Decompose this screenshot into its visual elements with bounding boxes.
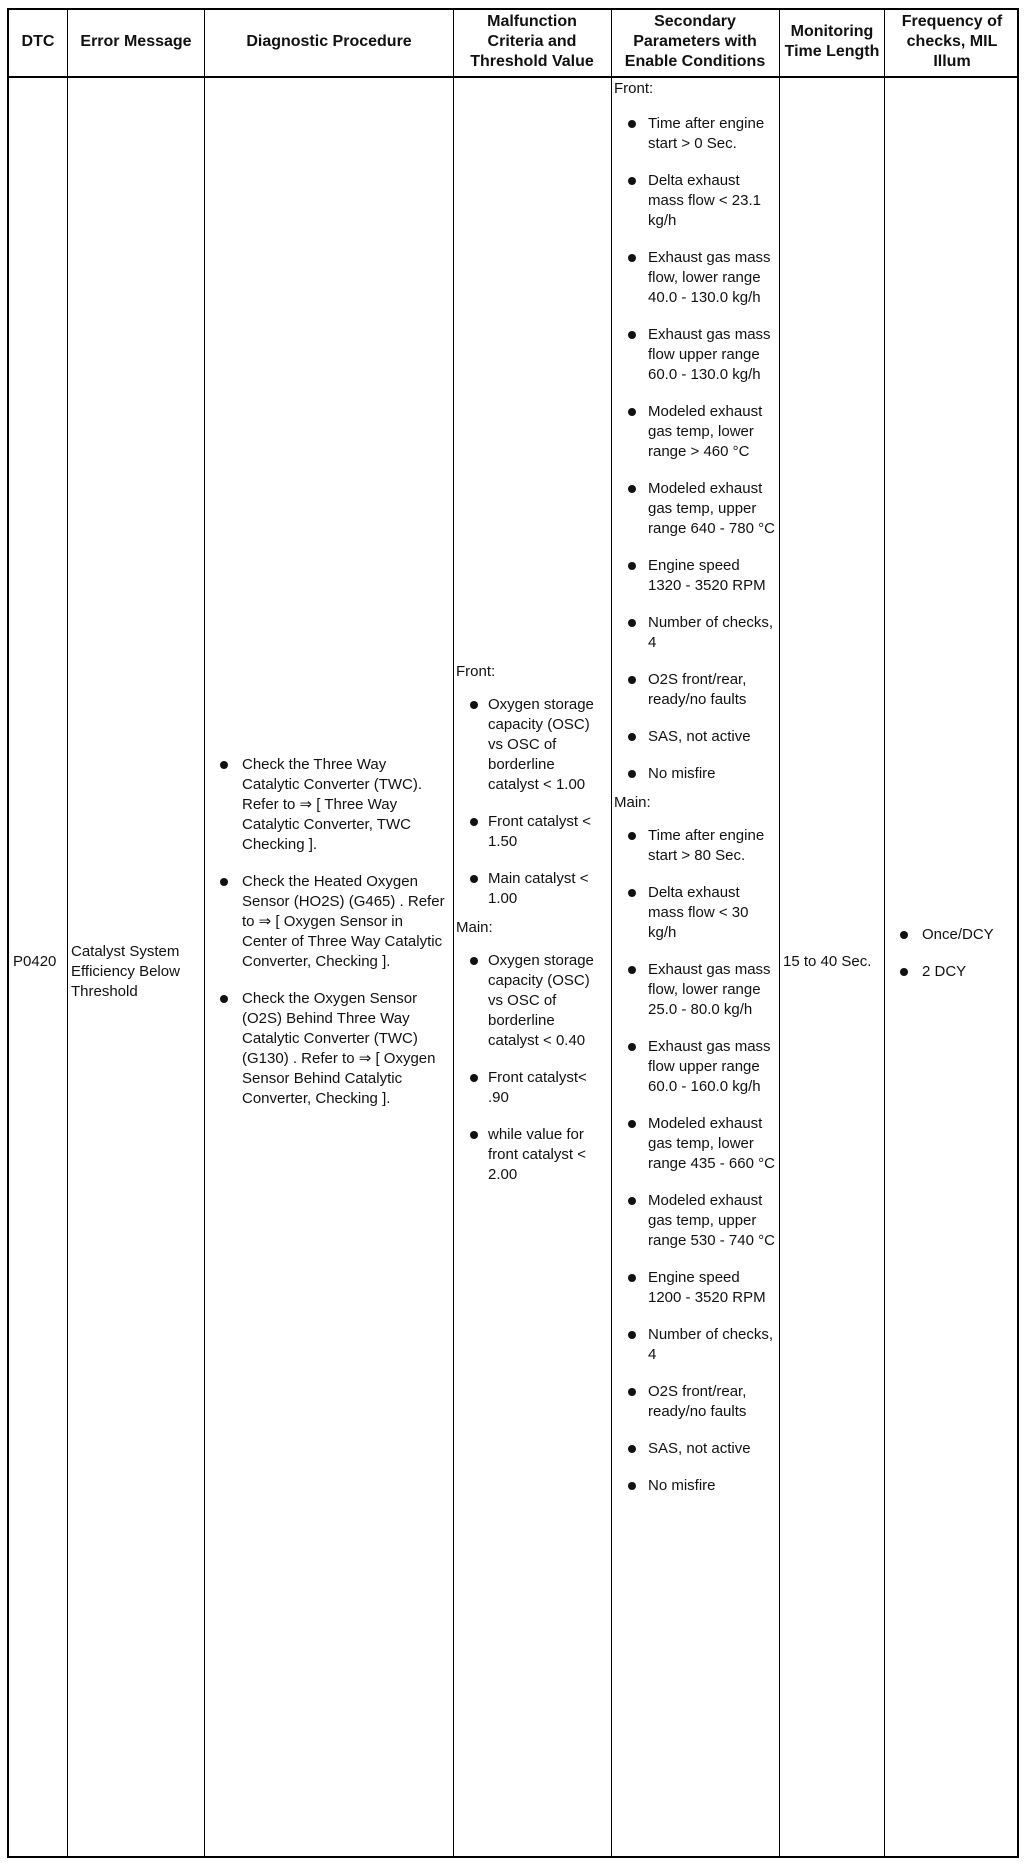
list-item: Once/DCY	[886, 925, 1016, 945]
list-item: Engine speed 1200 - 3520 RPM	[614, 1268, 776, 1308]
secondary-front-list	[614, 114, 776, 784]
header-frequency: Frequency of checks, MIL Illum	[901, 13, 1003, 70]
secondary-main-list	[614, 826, 776, 1496]
list-item: No misfire	[614, 764, 776, 784]
list-item: Modeled exhaust gas temp, lower range 435 - 660 °C	[614, 1114, 776, 1174]
list-item: Time after engine start > 0 Sec.	[614, 114, 776, 154]
column-divider	[453, 8, 454, 1858]
list-item: Delta exhaust mass flow < 30 kg/h	[614, 883, 776, 943]
front-label: Front:	[456, 663, 496, 680]
main-label: Main:	[614, 794, 651, 811]
front-label: Front:	[614, 80, 654, 97]
list-item: Exhaust gas mass flow, lower range 40.0 - 130.0 kg/h	[614, 248, 776, 308]
list-item: SAS, not active	[614, 1439, 776, 1459]
error-message: Catalyst System Efficiency Below Threshold	[71, 943, 180, 1000]
list-item: Number of checks, 4	[614, 613, 776, 653]
list-item: Check the Three Way Catalytic Converter (TWC). Refer to ⇒ [ Three Way Catalytic Converter, TWC Checking ].	[206, 755, 446, 855]
list-item: Front catalyst < 1.50	[456, 812, 608, 852]
list-item: Time after engine start > 80 Sec.	[614, 826, 776, 866]
frequency-checks	[886, 925, 1016, 999]
list-item: Check the Heated Oxygen Sensor (HO2S) (G465) . Refer to ⇒ [ Oxygen Sensor in Center of Three Way Catalytic Converter, Checking ].	[206, 872, 446, 972]
list-item: Front catalyst< .90	[456, 1068, 608, 1108]
list-item: Delta exhaust mass flow < 23.1 kg/h	[614, 171, 776, 231]
list-item: Check the Oxygen Sensor (O2S) Behind Three Way Catalytic Converter (TWC) (G130) . Refer to ⇒ [ Oxygen Sensor Behind Catalytic Converter, Checking ].	[206, 989, 446, 1109]
column-divider	[67, 8, 68, 1858]
header-error-message: Error Message	[80, 33, 192, 50]
list-item: while value for front catalyst < 2.00	[456, 1125, 608, 1185]
list-item: 2 DCY	[886, 962, 1016, 982]
list-item: Engine speed 1320 - 3520 RPM	[614, 556, 776, 596]
header-diagnostic-procedure: Diagnostic Procedure	[246, 33, 412, 50]
main-label: Main:	[456, 919, 493, 936]
header-secondary-parameters: Secondary Parameters with Enable Conditions	[624, 13, 766, 70]
list-item: Exhaust gas mass flow, lower range 25.0 - 80.0 kg/h	[614, 960, 776, 1020]
malfunction-front-list	[456, 695, 608, 909]
header-monitoring-time: Monitoring Time Length	[784, 23, 880, 60]
list-item: Number of checks, 4	[614, 1325, 776, 1365]
list-item: Exhaust gas mass flow upper range 60.0 - 160.0 kg/h	[614, 1037, 776, 1097]
list-item: Exhaust gas mass flow upper range 60.0 - 130.0 kg/h	[614, 325, 776, 385]
column-divider	[204, 8, 205, 1858]
list-item: Modeled exhaust gas temp, lower range > 460 °C	[614, 402, 776, 462]
monitoring-time: 15 to 40 Sec.	[783, 953, 872, 970]
list-item: Modeled exhaust gas temp, upper range 530 - 740 °C	[614, 1191, 776, 1251]
list-item: Main catalyst < 1.00	[456, 869, 608, 909]
diagnostic-procedure	[206, 755, 446, 1126]
dtc-code: P0420	[13, 953, 57, 970]
list-item: O2S front/rear, ready/no faults	[614, 670, 776, 710]
list-item: SAS, not active	[614, 727, 776, 747]
header-malfunction-criteria: Malfunction Criteria and Threshold Value	[470, 13, 594, 70]
malfunction-criteria	[456, 662, 608, 1202]
list-item: Modeled exhaust gas temp, upper range 640 - 780 °C	[614, 479, 776, 539]
list-item: No misfire	[614, 1476, 776, 1496]
diagnostic-steps-list	[206, 755, 446, 1109]
malfunction-main-list	[456, 951, 608, 1185]
list-item: Oxygen storage capacity (OSC) vs OSC of borderline catalyst < 1.00	[456, 695, 608, 795]
list-item: O2S front/rear, ready/no faults	[614, 1382, 776, 1422]
frequency-list	[886, 925, 1016, 982]
header-divider	[7, 76, 1019, 78]
list-item: Oxygen storage capacity (OSC) vs OSC of borderline catalyst < 0.40	[456, 951, 608, 1051]
header-dtc: DTC	[21, 33, 55, 50]
column-divider	[884, 8, 885, 1858]
column-divider	[779, 8, 780, 1858]
column-divider	[611, 8, 612, 1858]
secondary-parameters	[614, 79, 776, 1513]
